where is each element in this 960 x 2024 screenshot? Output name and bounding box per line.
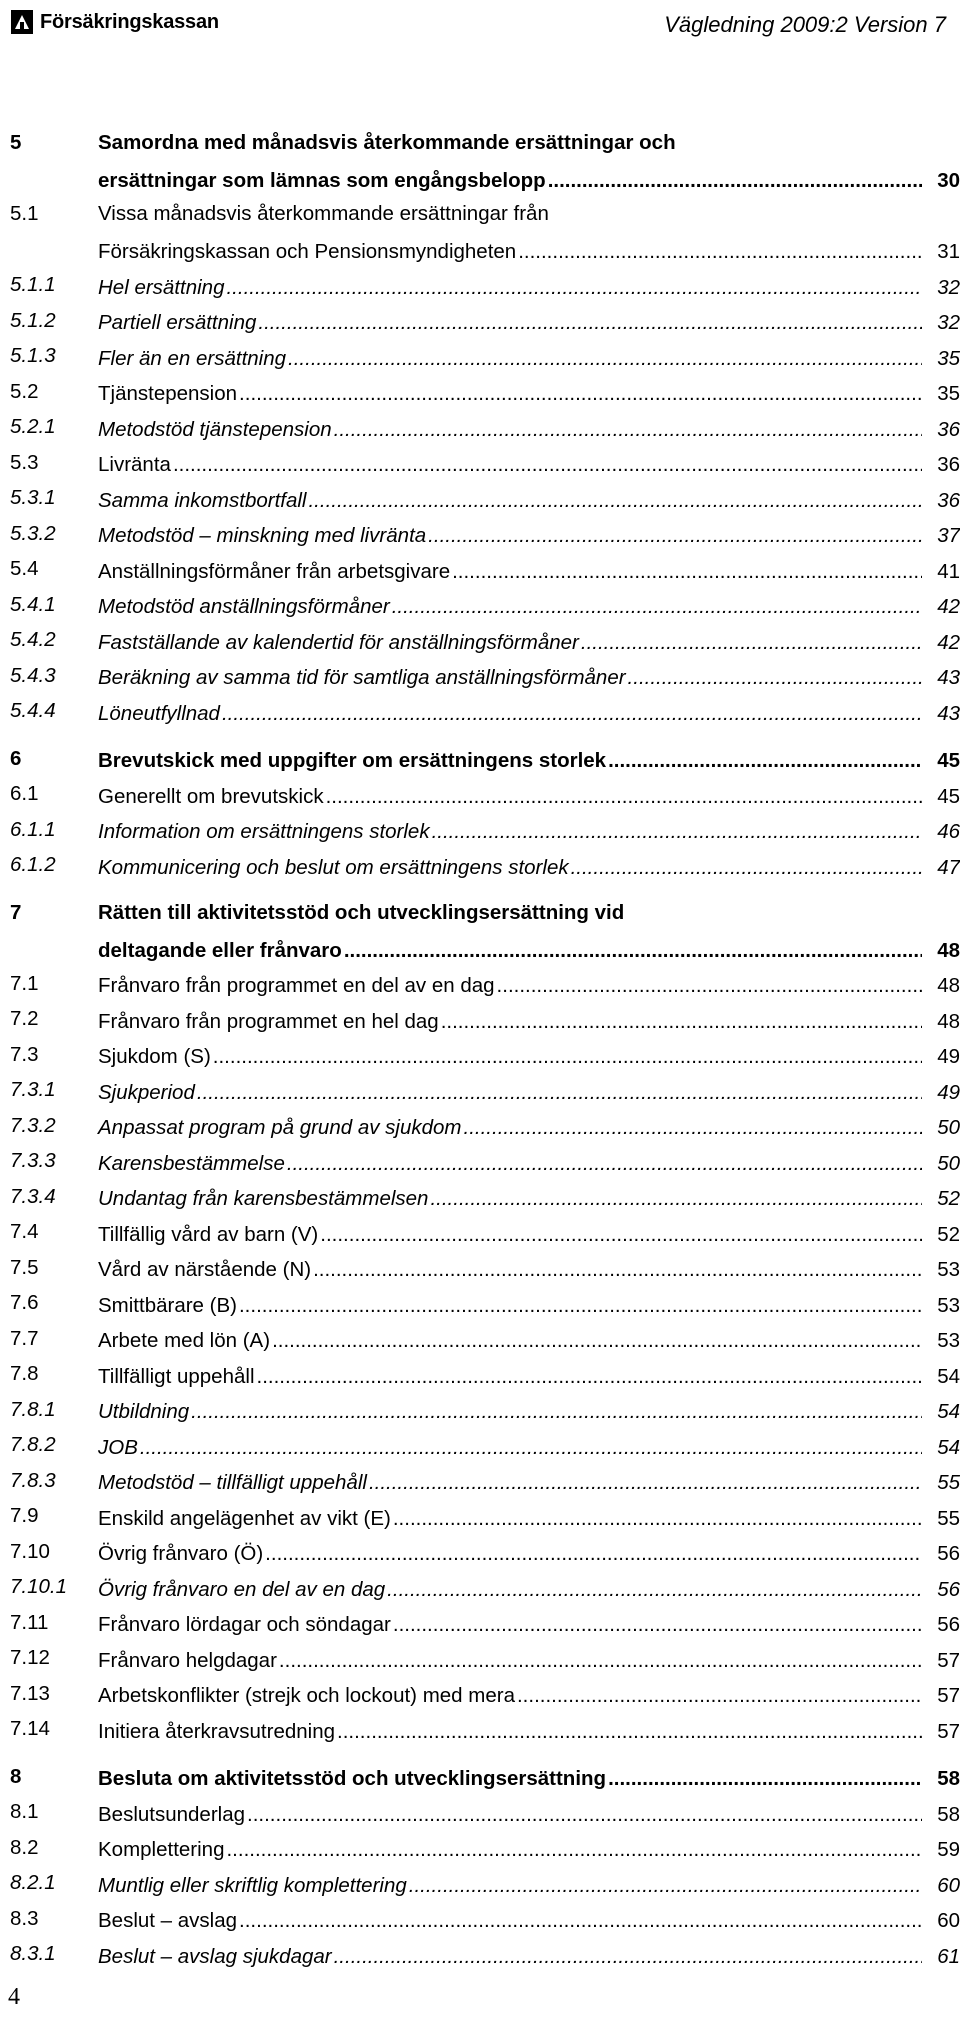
toc-entry-title: Initiera återkravsutredning [98, 1719, 336, 1743]
toc-entry[interactable] [10, 898, 960, 969]
toc-entry-page: 32 [937, 275, 960, 299]
toc-entry-line [98, 347, 960, 371]
toc-entry-title: Karensbestämmelse [98, 1151, 285, 1175]
toc-entry-page: 47 [937, 855, 960, 879]
toc-entry-page: 30 [937, 169, 960, 192]
toc-entry-number: 7.3.1 [10, 1078, 56, 1101]
toc-leader-dots [581, 631, 922, 655]
toc-entry[interactable] [10, 1679, 960, 1715]
toc-entry[interactable] [10, 1146, 960, 1182]
toc-leader-dots [334, 1945, 922, 1969]
toc-entry-line [98, 1471, 960, 1495]
toc-entry[interactable] [10, 1939, 960, 1975]
toc-leader-dots [191, 1400, 922, 1424]
page-header [0, 0, 960, 48]
toc-leader-dots [213, 1045, 922, 1069]
toc-entry[interactable] [10, 448, 960, 484]
toc-entry-number: 7.7 [10, 1326, 39, 1350]
toc-leader-dots [279, 1649, 922, 1673]
toc-entry-title: Tillfälligt uppehåll [98, 1364, 255, 1388]
toc-entry-page: 42 [937, 630, 960, 654]
toc-entry-line [98, 1436, 960, 1460]
toc-entry-line [98, 311, 960, 335]
toc-entry-number: 8.3.1 [10, 1942, 56, 1965]
toc-leader-dots [497, 974, 922, 998]
toc-leader-dots [140, 1436, 922, 1460]
toc-entry-page: 52 [937, 1187, 960, 1210]
toc-leader-dots [334, 418, 922, 442]
toc-entry-page: 53 [937, 1293, 960, 1317]
toc-entry-line [98, 1909, 960, 1933]
toc-entry-title: Fastställande av kalendertid för anställningsförmåner [98, 630, 579, 654]
toc-leader-dots [239, 1909, 922, 1933]
toc-entry-line [98, 169, 960, 193]
toc-entry-page: 35 [937, 382, 960, 405]
toc-entry-number: 8.3 [10, 1906, 39, 1930]
toc-entry-title: Fler än en ersättning [98, 346, 287, 370]
toc-entry-title: Hel ersättning [98, 275, 225, 299]
toc-entry-number: 5.3.1 [10, 486, 56, 509]
toc-entry-title: Arbete med lön (A) [98, 1329, 271, 1352]
toc-leader-dots [608, 1767, 922, 1791]
toc-entry-page: 53 [937, 1329, 960, 1352]
toc-entry-number: 5.2.1 [10, 415, 56, 438]
toc-entry-page: 35 [937, 346, 960, 370]
toc-entry-line [98, 820, 960, 844]
toc-entry-page: 60 [937, 1909, 960, 1932]
toc-entry-line [98, 1507, 960, 1531]
toc-entry-number: 5.4.3 [10, 663, 56, 687]
toc-entry-number: 5.3 [10, 450, 39, 474]
toc-leader-dots [337, 1720, 922, 1744]
toc-leader-dots [288, 347, 922, 371]
toc-entry-line [98, 1874, 960, 1898]
toc-leader-dots [320, 1223, 922, 1247]
toc-entry-page: 56 [937, 1577, 960, 1601]
toc-entry-title: Frånvaro helgdagar [98, 1648, 277, 1672]
toc-entry-line [98, 1649, 960, 1673]
toc-entry-page: 58 [937, 1802, 960, 1826]
toc-entry-title: Tillfällig vård av barn (V) [98, 1222, 319, 1246]
toc-entry[interactable] [10, 199, 960, 270]
toc-leader-dots [308, 489, 922, 513]
toc-entry-title: Information om ersättningens storlek [98, 820, 430, 843]
toc-entry-page: 41 [937, 559, 960, 583]
toc-leader-dots [239, 382, 922, 406]
toc-entry[interactable] [10, 1572, 960, 1608]
toc-entry-page: 48 [937, 1009, 960, 1033]
toc-entry-page: 42 [937, 595, 960, 618]
toc-entry-title: Metodstöd – minskning med livränta [98, 524, 427, 547]
toc-entry-page: 49 [937, 1080, 960, 1104]
toc-entry[interactable] [10, 1501, 960, 1537]
toc-entry-title: Övrig frånvaro (Ö) [98, 1542, 264, 1565]
toc-leader-dots [287, 1152, 922, 1176]
toc-entry-number: 5.1.2 [10, 308, 56, 332]
toc-entry-line [98, 1152, 960, 1176]
toc-entry[interactable] [10, 815, 960, 851]
toc-entry[interactable] [10, 969, 960, 1005]
toc-entry-line [98, 1081, 960, 1105]
toc-entry-number: 6.1.2 [10, 853, 56, 876]
toc-entry-number: 5.1 [10, 202, 39, 225]
toc-entry-page: 54 [937, 1435, 960, 1459]
toc-leader-dots [608, 749, 922, 773]
document-version: Vägledning 2009:2 Version 7 [664, 12, 946, 37]
toc-entry-line [98, 418, 960, 442]
toc-entry-page: 43 [937, 701, 960, 725]
toc-entry-line [98, 1365, 960, 1389]
toc-entry-line [98, 1613, 960, 1637]
toc-entry-title: Beslut – avslag [98, 1909, 238, 1932]
toc-leader-dots [409, 1874, 922, 1898]
toc-entry-number: 7.5 [10, 1255, 39, 1279]
toc-entry-title: Brevutskick med uppgifter om ersättningens storlek [98, 749, 607, 772]
toc-entry-page: 55 [937, 1471, 960, 1494]
toc-leader-dots [258, 311, 922, 335]
toc-entry-page: 43 [937, 666, 960, 689]
toc-leader-dots [222, 702, 922, 726]
toc-entry-page: 55 [937, 1506, 960, 1530]
toc-leader-dots [430, 1187, 922, 1211]
toc-entry[interactable] [10, 1111, 960, 1147]
toc-entry-line [98, 666, 960, 690]
toc-entry-line [98, 856, 960, 880]
toc-entry-line [98, 1684, 960, 1708]
toc-entry-page: 46 [937, 820, 960, 843]
toc-entry-number: 7.8.2 [10, 1433, 56, 1456]
toc-entry-line [98, 524, 960, 548]
toc-entry[interactable] [10, 1004, 960, 1040]
toc-entry-number: 7.10 [10, 1539, 50, 1563]
table-of-contents [10, 128, 960, 1975]
toc-leader-dots [313, 1258, 922, 1282]
toc-entry-number: 7.3 [10, 1042, 39, 1066]
toc-leader-dots [226, 1838, 922, 1862]
toc-entry-page: 50 [937, 1116, 960, 1139]
toc-entry[interactable] [10, 554, 960, 590]
toc-leader-dots [239, 1294, 922, 1318]
toc-entry-title-line1: Rätten till aktivitetsstöd och utvecklingsersättning vid [98, 900, 625, 924]
toc-entry-title: Tjänstepension [98, 382, 238, 405]
toc-entry-page: 49 [937, 1045, 960, 1068]
toc-entry[interactable] [10, 1643, 960, 1679]
toc-entry-page: 57 [937, 1648, 960, 1672]
toc-entry-number: 7.6 [10, 1291, 39, 1314]
toc-entry-title-line1: Vissa månadsvis återkommande ersättningar från [98, 202, 549, 225]
toc-leader-dots [393, 1613, 922, 1637]
toc-entry-number: 7.14 [10, 1717, 50, 1740]
toc-entry-page: 53 [937, 1258, 960, 1281]
toc-entry-title: deltagande eller frånvaro [98, 938, 342, 962]
toc-leader-dots [628, 666, 922, 690]
toc-entry-page: 57 [937, 1684, 960, 1707]
toc-leader-dots [326, 785, 922, 809]
toc-entry-line [98, 1767, 960, 1791]
toc-entry-number: 7.13 [10, 1681, 50, 1705]
toc-entry-page: 48 [937, 938, 960, 962]
toc-entry-number: 6.1.1 [10, 817, 56, 841]
toc-entry[interactable] [10, 128, 960, 199]
toc-entry[interactable] [10, 377, 960, 413]
toc-entry-title: Samma inkomstbortfall [98, 488, 307, 512]
toc-entry-line [98, 785, 960, 809]
toc-entry-number: 7.8.1 [10, 1397, 56, 1421]
toc-leader-dots [393, 1507, 922, 1531]
toc-entry-number: 5.4.2 [10, 628, 56, 651]
toc-leader-dots [464, 1116, 922, 1140]
toc-entry[interactable] [10, 1797, 960, 1833]
toc-entry[interactable] [10, 341, 960, 377]
toc-entry-number: 7.3.4 [10, 1184, 56, 1208]
toc-entry-line [98, 1223, 960, 1247]
toc-leader-dots [369, 1471, 922, 1495]
toc-entry-line [98, 1578, 960, 1602]
toc-entry[interactable] [10, 1217, 960, 1253]
toc-entry-title: Kommunicering och beslut om ersättningens storlek [98, 855, 569, 879]
toc-entry-title: ersättningar som lämnas som engångsbelopp [98, 169, 546, 192]
toc-entry-title: Övrig frånvaro en del av en dag [98, 1577, 386, 1601]
toc-entry-number: 7.12 [10, 1646, 50, 1669]
toc-entry[interactable] [10, 1833, 960, 1869]
toc-entry-page: 54 [937, 1364, 960, 1388]
toc-entry-title: JOB [98, 1435, 138, 1459]
toc-entry[interactable] [10, 1395, 960, 1431]
toc-entry-page: 36 [937, 488, 960, 512]
toc-entry[interactable] [10, 625, 960, 661]
toc-entry[interactable] [10, 1904, 960, 1940]
toc-entry-number: 7 [10, 900, 22, 924]
toc-entry[interactable] [10, 1868, 960, 1904]
toc-entry-title: Beräkning av samma tid för samtliga anställningsförmåner [98, 666, 626, 689]
toc-entry-number: 5.4 [10, 557, 39, 580]
toc-entry-title: Komplettering [98, 1838, 225, 1861]
toc-entry[interactable] [10, 696, 960, 732]
toc-entry[interactable] [10, 1253, 960, 1289]
toc-entry-title: Undantag från karensbestämmelsen [98, 1187, 429, 1210]
toc-entry-line [98, 276, 960, 300]
toc-leader-dots [571, 856, 922, 880]
toc-entry-line [98, 749, 960, 773]
toc-entry[interactable] [10, 1466, 960, 1502]
toc-entry-page: 56 [937, 1613, 960, 1636]
toc-entry-line [98, 240, 960, 264]
toc-leader-dots [517, 1684, 922, 1708]
toc-leader-dots [441, 1010, 922, 1034]
toc-entry-page: 36 [937, 417, 960, 441]
toc-entry-line [98, 974, 960, 998]
toc-entry[interactable] [10, 412, 960, 448]
toc-leader-dots [344, 939, 922, 963]
toc-entry-page: 59 [937, 1838, 960, 1861]
brand-name: Försäkringskassan [40, 10, 219, 33]
toc-entry[interactable] [10, 306, 960, 342]
toc-entry-number: 7.11 [10, 1610, 49, 1634]
toc-entry[interactable] [10, 850, 960, 886]
toc-entry-page: 31 [937, 240, 960, 263]
toc-entry-line [98, 1720, 960, 1744]
logo-icon [10, 9, 34, 35]
toc-entry[interactable] [10, 1608, 960, 1644]
toc-entry-number: 6 [10, 746, 22, 770]
toc-entry-number: 5.4.1 [10, 592, 56, 616]
toc-entry-page: 45 [937, 784, 960, 808]
toc-entry-page: 50 [937, 1151, 960, 1175]
toc-entry-number: 7.10.1 [10, 1575, 67, 1598]
toc-entry-line [98, 1294, 960, 1318]
toc-leader-dots [265, 1542, 922, 1566]
toc-entry-title: Beslut – avslag sjukdagar [98, 1944, 332, 1968]
toc-entry-number: 8.2.1 [10, 1871, 56, 1894]
toc-entry-title: Frånvaro från programmet en hel dag [98, 1009, 439, 1033]
toc-entry[interactable] [10, 1075, 960, 1111]
toc-entry[interactable] [10, 1714, 960, 1750]
toc-entry-title: Frånvaro från programmet en del av en dag [98, 974, 495, 997]
toc-entry-number: 7.3.3 [10, 1149, 56, 1172]
toc-entry-title: Metodstöd – tillfälligt uppehåll [98, 1471, 367, 1494]
toc-entry-number: 5.4.4 [10, 699, 56, 722]
toc-entry-title: Sjukperiod [98, 1080, 195, 1104]
toc-leader-dots [226, 276, 922, 300]
toc-entry-number: 8 [10, 1764, 22, 1788]
toc-entry-number: 5 [10, 131, 22, 154]
toc-entry[interactable] [10, 661, 960, 697]
toc-entry[interactable] [10, 1359, 960, 1395]
toc-entry-title: Sjukdom (S) [98, 1045, 211, 1068]
toc-entry-title: Metodstöd anställningsförmåner [98, 595, 390, 618]
toc-entry-page: 60 [937, 1873, 960, 1897]
toc-entry-line [98, 1258, 960, 1282]
toc-entry-line [98, 1045, 960, 1069]
toc-leader-dots [428, 524, 922, 548]
toc-entry-line [98, 382, 960, 406]
toc-entry-line [98, 1542, 960, 1566]
toc-entry-title: Smittbärare (B) [98, 1293, 237, 1317]
toc-entry-page: 56 [937, 1542, 960, 1565]
toc-entry-page: 54 [937, 1400, 960, 1423]
toc-entry-number: 7.8.3 [10, 1468, 56, 1492]
toc-entry-page: 48 [937, 974, 960, 997]
toc-entry-line [98, 1116, 960, 1140]
toc-entry-title: Generellt om brevutskick [98, 784, 324, 808]
toc-entry-line [98, 560, 960, 584]
toc-entry-title: Livränta [98, 453, 171, 476]
toc-entry-title: Vård av närstående (N) [98, 1258, 312, 1281]
toc-entry-line [98, 1945, 960, 1969]
toc-entry-number: 7.1 [10, 971, 39, 995]
toc-leader-dots [392, 595, 922, 619]
toc-entry-page: 58 [937, 1767, 960, 1790]
toc-entry-title: Beslutsunderlag [98, 1802, 246, 1826]
toc-entry-title: Besluta om aktivitetsstöd och utvecklingsersättning [98, 1767, 607, 1790]
toc-leader-dots [272, 1329, 922, 1353]
toc-entry-title: Frånvaro lördagar och söndagar [98, 1613, 391, 1636]
toc-entry-title: Partiell ersättning [98, 311, 257, 334]
toc-leader-dots [452, 560, 922, 584]
toc-entry[interactable] [10, 270, 960, 306]
toc-entry[interactable] [10, 1182, 960, 1218]
toc-entry-line [98, 631, 960, 655]
toc-entry-line [98, 1187, 960, 1211]
toc-entry-page: 52 [937, 1222, 960, 1246]
toc-leader-dots [197, 1081, 922, 1105]
toc-entry[interactable] [10, 1324, 960, 1360]
toc-entry-line [98, 453, 960, 477]
toc-entry-title-line1: Samordna med månadsvis återkommande ersättningar och [98, 131, 676, 154]
toc-entry-page: 57 [937, 1719, 960, 1743]
toc-entry-title: Försäkringskassan och Pensionsmyndigheten [98, 240, 517, 263]
toc-entry-line [98, 702, 960, 726]
toc-entry-title: Löneutfyllnad [98, 701, 220, 725]
toc-entry-page: 61 [937, 1944, 960, 1968]
toc-entry-number: 5.3.2 [10, 521, 56, 545]
toc-entry-number: 7.8 [10, 1362, 39, 1385]
toc-entry-line [98, 1803, 960, 1827]
toc-entry-title: Anställningsförmåner från arbetsgivare [98, 559, 451, 583]
toc-entry-number: 6.1 [10, 782, 39, 805]
toc-entry-page: 32 [937, 311, 960, 334]
toc-entry[interactable] [10, 1762, 960, 1798]
toc-entry[interactable] [10, 590, 960, 626]
toc-entry[interactable] [10, 483, 960, 519]
toc-leader-dots [548, 169, 922, 193]
toc-entry-number: 5.1.1 [10, 273, 56, 296]
toc-leader-dots [432, 820, 922, 844]
toc-leader-dots [247, 1803, 922, 1827]
toc-entry-title: Anpassat program på grund av sjukdom [98, 1116, 462, 1139]
toc-entry-number: 8.1 [10, 1800, 39, 1823]
toc-entry-page: 45 [937, 749, 960, 772]
toc-entry-line [98, 595, 960, 619]
toc-entry-number: 8.2 [10, 1835, 39, 1859]
toc-entry-title: Enskild angelägenhet av vikt (E) [98, 1506, 391, 1530]
toc-entry[interactable] [10, 779, 960, 815]
toc-entry[interactable] [10, 1537, 960, 1573]
toc-leader-dots [387, 1578, 922, 1602]
toc-entry[interactable] [10, 1288, 960, 1324]
toc-entry-line [98, 1010, 960, 1034]
toc-entry[interactable] [10, 1040, 960, 1076]
toc-leader-dots [257, 1365, 923, 1389]
toc-entry-line [98, 939, 960, 963]
toc-entry-line [98, 489, 960, 513]
toc-entry-number: 7.4 [10, 1220, 39, 1243]
toc-entry-title: Muntlig eller skriftlig komplettering [98, 1873, 407, 1897]
toc-entry-number: 5.2 [10, 379, 39, 403]
page-number: 4 [8, 1984, 20, 2010]
toc-entry-page: 36 [937, 453, 960, 476]
toc-entry-line [98, 1329, 960, 1353]
toc-entry-page: 37 [937, 524, 960, 547]
toc-entry-title: Arbetskonflikter (strejk och lockout) med mera [98, 1684, 515, 1707]
toc-entry[interactable] [10, 519, 960, 555]
toc-entry-line [98, 1400, 960, 1424]
toc-entry-title: Utbildning [98, 1400, 190, 1423]
toc-entry-number: 7.3.2 [10, 1113, 56, 1137]
toc-entry-title: Metodstöd tjänstepension [98, 417, 332, 441]
toc-leader-dots [173, 453, 922, 477]
toc-leader-dots [518, 240, 922, 264]
toc-entry-number: 7.2 [10, 1007, 39, 1030]
toc-entry[interactable] [10, 1430, 960, 1466]
toc-entry-number: 5.1.3 [10, 344, 56, 367]
toc-entry-line [98, 1838, 960, 1862]
toc-entry[interactable] [10, 744, 960, 780]
toc-entry-number: 7.9 [10, 1504, 39, 1527]
brand-logo [10, 9, 219, 35]
